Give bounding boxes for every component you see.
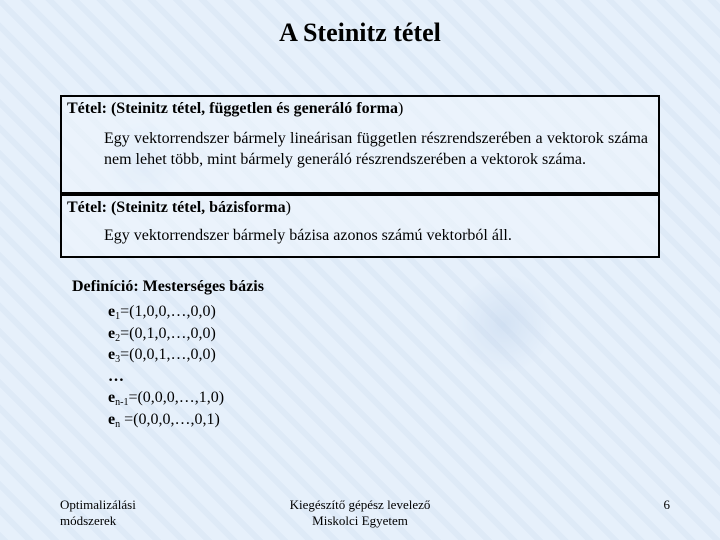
vector-index: 2 [115,332,121,344]
theorem-heading [67,100,403,118]
vector-index: n [115,418,121,430]
theorem-statement: Egy vektorrendszer bármely bázisa azonos számú vektorból áll. [104,227,512,244]
basis-vector-list [108,301,224,430]
vector-symbol: e [108,303,116,320]
vector-value: =(0,0,0,…,1,0) [128,389,225,406]
vector-value: =(0,0,0,…,0,1) [120,410,220,428]
theorem-box-independent-generating [60,95,660,194]
vector-symbol: e [108,324,116,342]
ellipsis: … [108,367,124,385]
theorem-heading-close: ) [398,100,404,117]
footer-institution [260,497,460,529]
theorem-heading-bold: Tétel: (Steinitz tétel, független és generáló forma [67,100,398,117]
footer-center-line: Miskolci Egyetem [312,513,408,528]
footer-center-line: Kiegészítő gépész levelező [289,497,431,512]
vector-value: =(0,1,0,…,0,0) [120,324,216,342]
basis-vector-en [108,409,224,431]
basis-vector-e3 [108,344,224,366]
vector-index: 3 [115,354,121,365]
definition-title: Definíció: Mesterséges bázis [72,278,264,295]
theorem-box-basis-form [60,194,660,258]
theorem-heading-bold: Tétel: (Steinitz tétel, bázisforma [67,199,286,216]
footer-left-line: módszerek [60,513,117,528]
page-number: 6 [663,497,670,512]
theorem-heading [67,199,291,217]
vector-index: n-1 [115,397,129,408]
basis-vector-e2 [108,323,224,345]
footer-course-name [60,497,136,529]
vector-symbol: e [108,346,116,363]
vector-symbol: e [108,389,116,406]
ellipsis-row [108,366,224,388]
vector-symbol: e [108,410,116,428]
theorem-statement: Egy vektorrendszer bármely lineárisan független részrendszerében a vektorok száma nem lehet több, mint bármely generáló részrendszerében a vektorok száma. [104,130,648,168]
basis-vector-e1 [108,301,224,323]
basis-vector-en-1 [108,387,224,409]
vector-value: =(0,0,1,…,0,0) [120,346,216,363]
slide-title: A Steinitz tétel [279,18,441,47]
vector-value: =(1,0,0,…,0,0) [120,303,216,320]
vector-index: 1 [115,311,121,322]
footer-left-line: Optimalizálási [60,497,136,512]
theorem-heading-close: ) [285,199,291,216]
